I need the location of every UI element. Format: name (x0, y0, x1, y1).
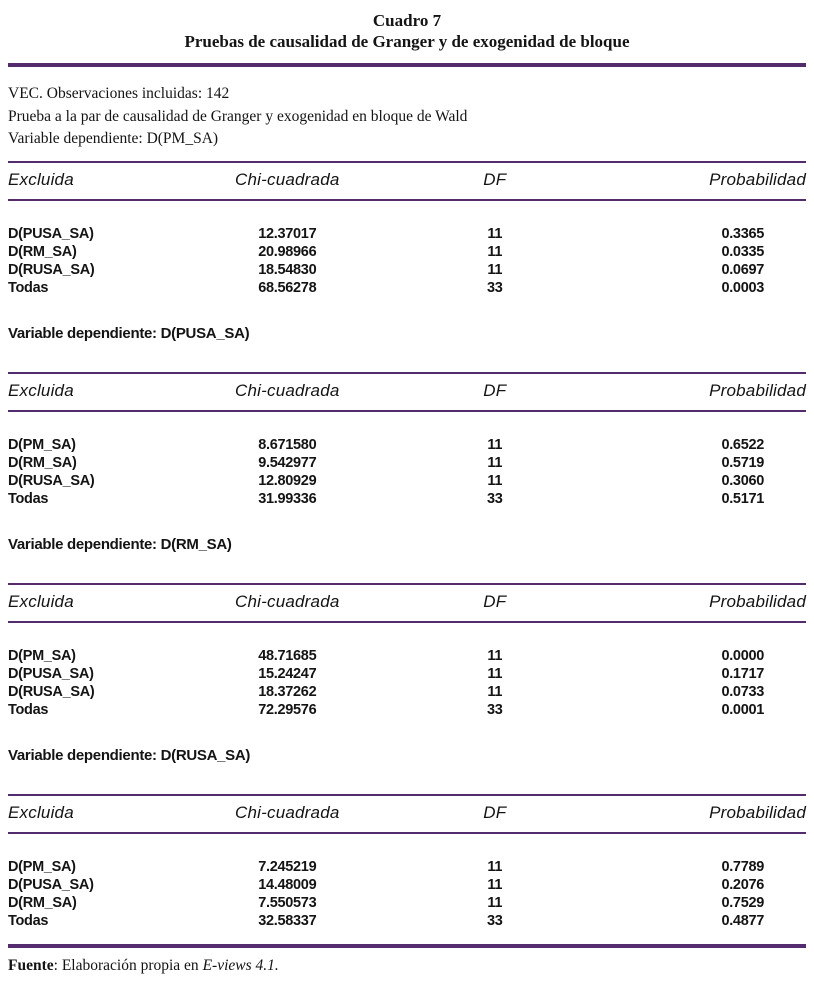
cell-prob: 0.7529 (721, 894, 764, 911)
cell-prob: 0.0733 (721, 683, 764, 700)
cell-chi: 7.245219 (258, 858, 317, 875)
col-header-probabilidad: Probabilidad (583, 795, 806, 833)
cell-chi: 9.542977 (258, 454, 317, 471)
cell-df: 11 (487, 243, 503, 260)
cell-chi: 15.24247 (258, 665, 317, 682)
cell-chi: 68.56278 (258, 279, 317, 296)
cell-prob: 0.0697 (721, 261, 764, 278)
cell-prob: 0.7789 (721, 858, 764, 875)
table-row (8, 261, 806, 279)
cell-df: 11 (487, 225, 503, 242)
col-header-probabilidad: Probabilidad (583, 584, 806, 622)
col-header-df: DF (407, 373, 583, 411)
cell-prob: 0.4877 (721, 912, 764, 929)
table-row (8, 665, 806, 683)
cell-excluida: D(RUSA_SA) (8, 472, 95, 489)
col-header-df: DF (407, 162, 583, 200)
top-rule (8, 63, 806, 67)
cell-chi: 14.48009 (258, 876, 317, 893)
table-row (8, 454, 806, 472)
cell-chi: 18.54830 (258, 261, 317, 278)
cell-excluida: D(RUSA_SA) (8, 683, 95, 700)
cell-chi: 32.58337 (258, 912, 317, 929)
cell-df: 11 (487, 436, 503, 453)
cell-excluida: D(PM_SA) (8, 858, 76, 875)
cell-df: 11 (487, 261, 503, 278)
cell-df: 11 (487, 876, 503, 893)
cell-prob: 0.1717 (721, 665, 764, 682)
table-header-row (8, 162, 806, 200)
cell-excluida: D(RUSA_SA) (8, 261, 95, 278)
col-header-excluida: Excluida (8, 795, 168, 833)
table-header-row (8, 795, 806, 833)
col-header-df: DF (407, 795, 583, 833)
dependent-variable-label: Variable dependiente: D(PUSA_SA) (8, 324, 250, 342)
cell-excluida: D(PM_SA) (8, 436, 76, 453)
cell-prob: 0.3060 (721, 472, 764, 489)
granger-table-pusa-sa (8, 372, 806, 508)
table-row (8, 411, 806, 454)
meta-observations: VEC. Observaciones incluidas: 142 (8, 85, 230, 102)
source-note (8, 955, 806, 985)
col-header-probabilidad: Probabilidad (583, 373, 806, 411)
table-row (8, 701, 806, 719)
cell-excluida: Todas (8, 912, 49, 929)
cell-prob: 0.0000 (721, 647, 764, 664)
table-row (8, 622, 806, 665)
dependent-variable-label: Variable dependiente: D(RM_SA) (8, 535, 232, 553)
cell-chi: 31.99336 (258, 490, 317, 507)
source-text: : Elaboración propia en (53, 956, 203, 974)
cell-prob: 0.0335 (721, 243, 764, 260)
title-block (8, 10, 806, 52)
cell-df: 33 (486, 701, 503, 718)
cell-chi: 18.37262 (258, 683, 317, 700)
cell-prob: 0.5171 (721, 490, 764, 507)
table-row (8, 876, 806, 894)
source-software: E-views 4.1. (202, 956, 279, 974)
source-label: Fuente (8, 956, 54, 974)
meta-test-description: Prueba a la par de causalidad de Granger y exogenidad en bloque de Wald (8, 107, 468, 125)
cell-chi: 48.71685 (258, 647, 317, 664)
col-header-excluida: Excluida (8, 584, 168, 622)
table-row (8, 683, 806, 701)
dependent-variable-label: Variable dependiente: D(RUSA_SA) (8, 746, 251, 764)
table-row (8, 200, 806, 243)
col-header-excluida: Excluida (8, 162, 168, 200)
table-row (8, 490, 806, 508)
col-header-excluida: Excluida (8, 373, 168, 411)
table-subtitle: Pruebas de causalidad de Granger y de exogenidad de bloque (184, 32, 630, 51)
cell-df: 33 (486, 912, 503, 929)
table-row (8, 894, 806, 912)
col-header-chi-cuadrada: Chi-cuadrada (168, 795, 407, 833)
cell-prob: 0.6522 (721, 436, 764, 453)
cell-chi: 7.550573 (258, 894, 317, 911)
cell-chi: 12.80929 (258, 472, 317, 489)
cell-excluida: D(RM_SA) (8, 454, 77, 471)
cell-excluida: Todas (8, 279, 49, 296)
dependent-variable-label: Variable dependiente: D(PM_SA) (8, 130, 219, 147)
table-row (8, 912, 806, 930)
granger-table-rusa-sa (8, 794, 806, 930)
bottom-rule (8, 944, 806, 948)
cell-df: 33 (486, 279, 503, 296)
cell-df: 11 (487, 454, 503, 471)
cell-prob: 0.3365 (721, 225, 764, 242)
col-header-chi-cuadrada: Chi-cuadrada (168, 373, 407, 411)
cell-excluida: D(PM_SA) (8, 647, 76, 664)
cell-excluida: Todas (8, 490, 49, 507)
col-header-chi-cuadrada: Chi-cuadrada (168, 584, 407, 622)
cell-excluida: D(RM_SA) (8, 243, 77, 260)
cell-excluida: D(PUSA_SA) (8, 225, 94, 242)
cell-df: 11 (487, 858, 503, 875)
cell-prob: 0.2076 (721, 876, 764, 893)
table-header-row (8, 373, 806, 411)
cell-df: 11 (487, 647, 503, 664)
table-row (8, 279, 806, 297)
col-header-probabilidad: Probabilidad (583, 162, 806, 200)
cell-df: 11 (487, 683, 503, 700)
table-number-title: Cuadro 7 (372, 11, 442, 30)
cell-chi: 8.671580 (258, 436, 317, 453)
col-header-chi-cuadrada: Chi-cuadrada (168, 162, 407, 200)
cell-excluida: D(PUSA_SA) (8, 665, 94, 682)
table-row (8, 833, 806, 876)
cell-excluida: D(RM_SA) (8, 894, 77, 911)
cell-excluida: Todas (8, 701, 49, 718)
cell-chi: 72.29576 (258, 701, 317, 718)
meta-block (8, 83, 806, 151)
cell-chi: 12.37017 (258, 225, 317, 242)
col-header-df: DF (407, 584, 583, 622)
cell-df: 33 (486, 490, 503, 507)
table-row (8, 243, 806, 261)
granger-table-rm-sa (8, 583, 806, 719)
cell-df: 11 (487, 472, 503, 489)
cell-chi: 20.98966 (258, 243, 317, 260)
cell-excluida: D(PUSA_SA) (8, 876, 94, 893)
cell-df: 11 (487, 665, 503, 682)
cell-prob: 0.5719 (721, 454, 764, 471)
table-row (8, 472, 806, 490)
table-header-row (8, 584, 806, 622)
cell-prob: 0.0001 (721, 701, 764, 718)
cell-df: 11 (487, 894, 503, 911)
cell-prob: 0.0003 (721, 279, 764, 296)
granger-table-pm-sa (8, 161, 806, 297)
